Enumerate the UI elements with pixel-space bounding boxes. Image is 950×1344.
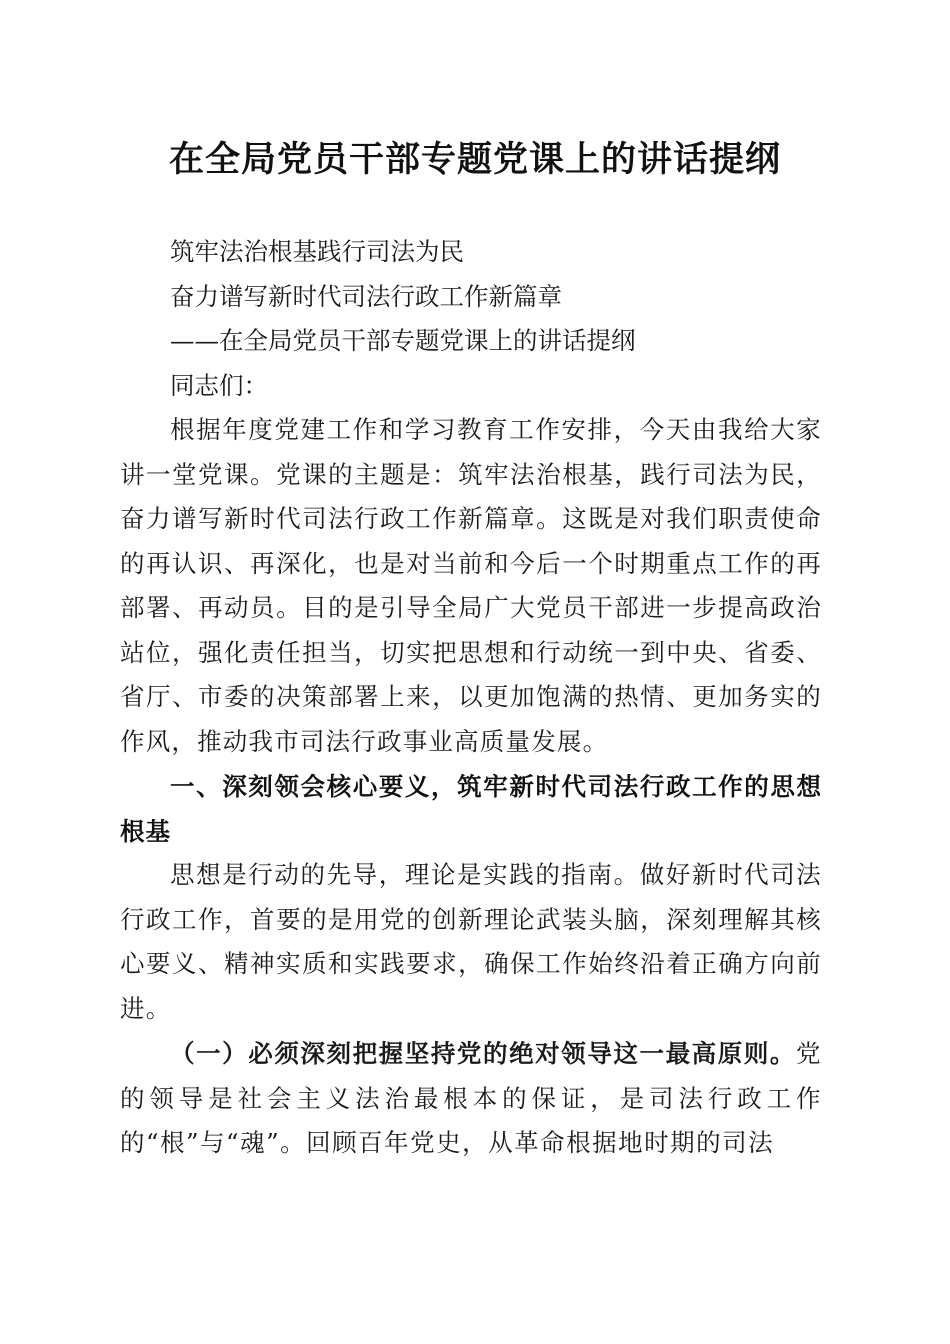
subsection-1-paragraph	[120, 1032, 822, 1166]
subsection-1-text: 党的领导是社会主义法治最根本的保证，是司法行政工作的“根”与“魂”。回顾百年党史，从革命根据地时期的司法	[120, 1039, 822, 1157]
section-1-paragraph: 思想是行动的先导，理论是实践的指南。做好新时代司法行政工作，首要的是用党的创新理论武装头脑，深刻理解其核心要义、精神实质和实践要求，确保工作始终沿着正确方向前进。	[120, 860, 822, 1023]
document-title: 在全局党员干部专题党课上的讲话提纲	[168, 139, 781, 180]
intro-paragraph: 根据年度党建工作和学习教育工作安排，今天由我给大家讲一堂党课。党课的主题是：筑牢法治根基，践行司法为民，奋力谱写新时代司法行政工作新篇章。这既是对我们职责使命的再认识、再深化，也是对当前和今后一个时期重点工作的再部署、再动员。目的是引导全局广大党员干部进一步提高政治站位，强化责任担当，切实把思想和行动统一到中央、省委、省厅、市委的决策部署上来，以更加饱满的热情、更加务实的作风，推动我市司法行政事业高质量发展。	[120, 415, 822, 756]
subtitle-line-3: ——在全局党员干部专题党课上的讲话提纲	[170, 326, 636, 355]
subsection-1-lead: （一）必须深刻把握坚持党的绝对领导这一最高原则。	[170, 1039, 796, 1068]
subtitle-line-1: 筑牢法治根基践行司法为民	[170, 237, 464, 266]
section-1-heading: 一、深刻领会核心要义，筑牢新时代司法行政工作的思想根基	[120, 772, 822, 846]
salutation: 同志们：	[170, 371, 268, 400]
subtitle-line-2: 奋力谱写新时代司法行政工作新篇章	[170, 282, 562, 311]
